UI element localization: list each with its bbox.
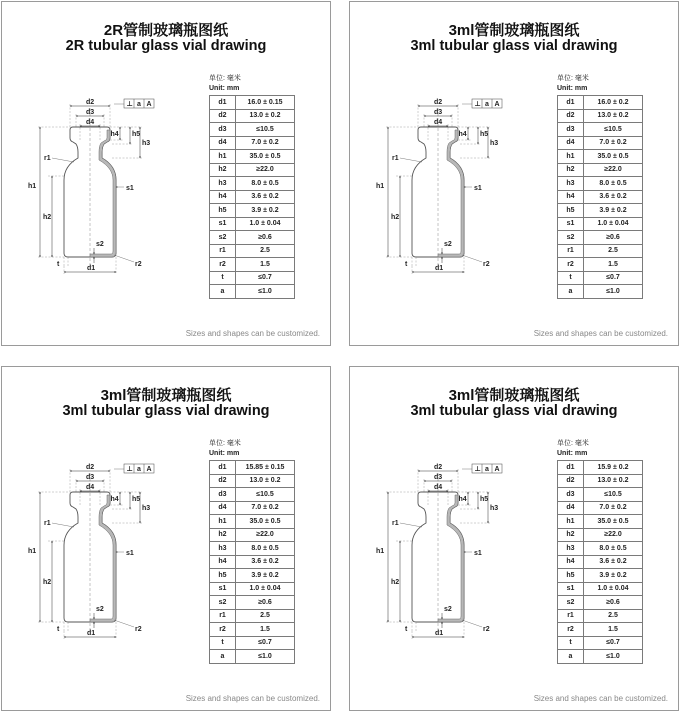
spec-row-s1 <box>210 582 295 596</box>
spec-table <box>209 95 295 299</box>
label-h1: h1 <box>28 183 37 190</box>
spec-key: h3 <box>210 177 236 191</box>
footer-note: Sizes and shapes can be customized. <box>185 329 320 338</box>
label-h4: h4 <box>458 131 467 138</box>
spec-key: h4 <box>210 555 236 569</box>
spec-row-d3 <box>210 123 295 137</box>
spec-value: ≥22.0 <box>584 528 643 542</box>
unit-label <box>557 439 589 459</box>
spec-row-t <box>558 271 643 285</box>
spec-key: d3 <box>210 123 236 137</box>
spec-row-d4 <box>558 501 643 515</box>
spec-key: r1 <box>558 244 584 258</box>
label-d1: d1 <box>87 630 96 637</box>
spec-row-d3 <box>558 488 643 502</box>
label-h4: h4 <box>110 131 119 138</box>
unit-chinese: 单位: 毫米 <box>557 75 589 82</box>
spec-row-h3 <box>558 177 643 191</box>
spec-row-r1 <box>558 244 643 258</box>
spec-key: r1 <box>558 609 584 623</box>
spec-value: 1.5 <box>236 258 295 272</box>
spec-value: ≤0.7 <box>236 271 295 285</box>
label-s1: s1 <box>474 550 482 557</box>
spec-key: s2 <box>558 231 584 245</box>
spec-row-d2 <box>558 109 643 123</box>
spec-key: h5 <box>210 569 236 583</box>
spec-key: s1 <box>210 582 236 596</box>
spec-value: 16.0 ± 0.2 <box>584 96 643 110</box>
spec-key: t <box>558 636 584 650</box>
spec-table <box>557 95 643 299</box>
title-english: 3ml tubular glass vial drawing <box>62 403 270 419</box>
label-r2: r2 <box>483 261 490 268</box>
label-h1: h1 <box>376 548 385 555</box>
spec-key: s2 <box>558 596 584 610</box>
spec-row-r1 <box>210 609 295 623</box>
vial-drawing <box>24 90 164 280</box>
label-h5: h5 <box>132 496 141 503</box>
vial-outline <box>64 492 116 622</box>
spec-value: 2.5 <box>236 609 295 623</box>
drawing-panel <box>349 1 679 346</box>
spec-row-d4 <box>210 136 295 150</box>
label-t: t <box>57 261 60 268</box>
spec-table <box>209 460 295 664</box>
spec-value: 1.5 <box>584 258 643 272</box>
spec-value: ≥22.0 <box>236 528 295 542</box>
unit-label <box>209 74 241 94</box>
vial-wall-section <box>90 130 116 257</box>
spec-row-t <box>210 271 295 285</box>
spec-value: ≤10.5 <box>584 123 643 137</box>
unit-chinese: 单位: 毫米 <box>209 75 241 82</box>
spec-row-r1 <box>210 244 295 258</box>
label-r2: r2 <box>135 261 142 268</box>
spec-row-h4 <box>210 190 295 204</box>
label-t: t <box>405 261 408 268</box>
spec-row-h2 <box>210 528 295 542</box>
spec-row-h1 <box>558 515 643 529</box>
label-d1: d1 <box>435 630 444 637</box>
label-h1: h1 <box>376 183 385 190</box>
spec-row-s2 <box>558 231 643 245</box>
tolerance-perpendicular-icon: ⊥ <box>474 101 481 109</box>
spec-key: h4 <box>210 190 236 204</box>
spec-value: 3.6 ± 0.2 <box>584 555 643 569</box>
label-r1: r1 <box>44 520 51 527</box>
spec-key: h1 <box>210 150 236 164</box>
spec-row-r2 <box>558 258 643 272</box>
spec-row-s2 <box>210 231 295 245</box>
label-h5: h5 <box>480 496 489 503</box>
label-r1: r1 <box>392 520 399 527</box>
tolerance-a: a <box>137 466 141 474</box>
spec-value: 1.0 ± 0.04 <box>236 582 295 596</box>
label-t: t <box>405 626 408 633</box>
spec-row-r2 <box>210 258 295 272</box>
title-chinese: 2R管制玻璃瓶图纸 <box>103 22 229 39</box>
title-english: 2R tubular glass vial drawing <box>65 38 267 54</box>
tolerance-A: A <box>146 101 152 109</box>
spec-key: s1 <box>558 217 584 231</box>
spec-key: a <box>210 650 236 664</box>
unit-english: Unit: mm <box>209 450 240 457</box>
spec-value: 3.9 ± 0.2 <box>236 569 295 583</box>
spec-value: 2.5 <box>236 244 295 258</box>
label-s1: s1 <box>126 185 134 192</box>
label-d1: d1 <box>87 265 96 272</box>
spec-key: h5 <box>558 569 584 583</box>
label-r2: r2 <box>483 626 490 633</box>
spec-row-r2 <box>210 623 295 637</box>
spec-value: 8.0 ± 0.5 <box>584 542 643 556</box>
spec-key: d2 <box>210 109 236 123</box>
vial-wall-section <box>438 495 464 622</box>
tolerance-A: A <box>494 101 500 109</box>
spec-row-d3 <box>210 488 295 502</box>
unit-label <box>209 439 241 459</box>
label-r2: r2 <box>135 626 142 633</box>
spec-key: s1 <box>210 217 236 231</box>
spec-value: 3.6 ± 0.2 <box>236 190 295 204</box>
label-d3: d3 <box>86 474 95 481</box>
title-english: 3ml tubular glass vial drawing <box>410 38 618 54</box>
spec-key: d2 <box>558 109 584 123</box>
spec-value: 1.5 <box>236 623 295 637</box>
spec-row-d1 <box>210 96 295 110</box>
label-h5: h5 <box>132 131 141 138</box>
spec-key: d2 <box>558 474 584 488</box>
spec-key: d3 <box>558 123 584 137</box>
spec-value: ≥22.0 <box>236 163 295 177</box>
vial-wall-section <box>438 130 464 257</box>
spec-value: 13.0 ± 0.2 <box>584 109 643 123</box>
tolerance-a: a <box>137 101 141 109</box>
spec-value: 8.0 ± 0.5 <box>236 177 295 191</box>
spec-row-d3 <box>558 123 643 137</box>
spec-value: 1.0 ± 0.04 <box>236 217 295 231</box>
spec-value: 35.0 ± 0.5 <box>584 515 643 529</box>
label-s2: s2 <box>444 241 452 248</box>
spec-row-h5 <box>558 204 643 218</box>
tolerance-a: a <box>485 101 489 109</box>
spec-key: h3 <box>558 542 584 556</box>
spec-row-h3 <box>210 542 295 556</box>
label-h1: h1 <box>28 548 37 555</box>
spec-key: d4 <box>210 136 236 150</box>
spec-row-h2 <box>210 163 295 177</box>
label-d2: d2 <box>434 99 443 106</box>
tolerance-perpendicular-icon: ⊥ <box>126 466 133 474</box>
spec-value: ≤1.0 <box>236 650 295 664</box>
drawing-panel <box>349 366 679 711</box>
unit-english: Unit: mm <box>209 85 240 92</box>
spec-key: h5 <box>558 204 584 218</box>
spec-key: h2 <box>210 528 236 542</box>
spec-row-h4 <box>558 555 643 569</box>
label-h3: h3 <box>490 505 499 512</box>
drawing-panel <box>1 1 331 346</box>
label-h5: h5 <box>480 131 489 138</box>
spec-key: d1 <box>210 461 236 475</box>
label-r1: r1 <box>44 155 51 162</box>
spec-row-s1 <box>558 582 643 596</box>
spec-row-h2 <box>558 163 643 177</box>
label-h4: h4 <box>110 496 119 503</box>
spec-key: h3 <box>210 542 236 556</box>
unit-label <box>557 74 589 94</box>
spec-row-h4 <box>558 190 643 204</box>
spec-key: a <box>210 285 236 299</box>
spec-value: ≤0.7 <box>584 271 643 285</box>
spec-key: d1 <box>210 96 236 110</box>
spec-key: r1 <box>210 609 236 623</box>
label-h2: h2 <box>391 214 400 221</box>
spec-key: d4 <box>558 136 584 150</box>
spec-row-d2 <box>210 474 295 488</box>
spec-value: 15.9 ± 0.2 <box>584 461 643 475</box>
spec-key: h4 <box>558 190 584 204</box>
vial-drawing <box>372 455 512 645</box>
spec-value: 8.0 ± 0.5 <box>584 177 643 191</box>
label-r1: r1 <box>392 155 399 162</box>
spec-row-t <box>558 636 643 650</box>
spec-row-d4 <box>558 136 643 150</box>
spec-value: 13.0 ± 0.2 <box>236 109 295 123</box>
label-d3: d3 <box>434 474 443 481</box>
spec-row-d1 <box>558 96 643 110</box>
spec-row-d1 <box>558 461 643 475</box>
spec-key: s2 <box>210 231 236 245</box>
spec-value: 3.9 ± 0.2 <box>584 569 643 583</box>
label-d4: d4 <box>434 484 443 491</box>
spec-row-r2 <box>558 623 643 637</box>
spec-value: ≥0.6 <box>236 231 295 245</box>
spec-value: ≥0.6 <box>584 231 643 245</box>
spec-row-h3 <box>210 177 295 191</box>
spec-key: d1 <box>558 461 584 475</box>
spec-key: t <box>210 271 236 285</box>
spec-value: 35.0 ± 0.5 <box>236 515 295 529</box>
spec-value: 3.9 ± 0.2 <box>236 204 295 218</box>
vial-drawing <box>24 455 164 645</box>
label-h2: h2 <box>391 579 400 586</box>
spec-row-h1 <box>558 150 643 164</box>
footer-note: Sizes and shapes can be customized. <box>533 329 668 338</box>
spec-key: h2 <box>210 163 236 177</box>
spec-key: r2 <box>210 623 236 637</box>
spec-key: t <box>210 636 236 650</box>
spec-key: d4 <box>210 501 236 515</box>
label-d4: d4 <box>86 484 95 491</box>
spec-value: 2.5 <box>584 609 643 623</box>
spec-key: s1 <box>558 582 584 596</box>
spec-row-a <box>210 650 295 664</box>
spec-row-s1 <box>210 217 295 231</box>
spec-row-d1 <box>210 461 295 475</box>
tolerance-perpendicular-icon: ⊥ <box>474 466 481 474</box>
spec-row-d4 <box>210 501 295 515</box>
spec-value: 7.0 ± 0.2 <box>236 501 295 515</box>
unit-chinese: 单位: 毫米 <box>209 440 241 447</box>
spec-key: h2 <box>558 528 584 542</box>
spec-key: a <box>558 285 584 299</box>
spec-value: 3.6 ± 0.2 <box>584 190 643 204</box>
vial-outline <box>64 127 116 257</box>
vial-drawing <box>372 90 512 280</box>
spec-value: 15.85 ± 0.15 <box>236 461 295 475</box>
spec-value: 7.0 ± 0.2 <box>584 501 643 515</box>
spec-row-h5 <box>210 204 295 218</box>
label-d1: d1 <box>435 265 444 272</box>
spec-value: ≤1.0 <box>584 650 643 664</box>
tolerance-perpendicular-icon: ⊥ <box>126 101 133 109</box>
label-d3: d3 <box>86 109 95 116</box>
spec-value: ≥22.0 <box>584 163 643 177</box>
spec-value: 7.0 ± 0.2 <box>584 136 643 150</box>
spec-value: 13.0 ± 0.2 <box>236 474 295 488</box>
spec-value: ≤10.5 <box>236 123 295 137</box>
spec-value: ≥0.6 <box>584 596 643 610</box>
label-d2: d2 <box>86 99 95 106</box>
label-h3: h3 <box>490 140 499 147</box>
spec-value: 13.0 ± 0.2 <box>584 474 643 488</box>
footer-note: Sizes and shapes can be customized. <box>533 694 668 703</box>
title-english: 3ml tubular glass vial drawing <box>410 403 618 419</box>
spec-row-h2 <box>558 528 643 542</box>
spec-key: r1 <box>210 244 236 258</box>
spec-value: ≤1.0 <box>584 285 643 299</box>
spec-value: 1.0 ± 0.04 <box>584 217 643 231</box>
label-d4: d4 <box>434 119 443 126</box>
spec-key: h1 <box>558 150 584 164</box>
spec-value: ≥0.6 <box>236 596 295 610</box>
spec-value: ≤1.0 <box>236 285 295 299</box>
tolerance-a: a <box>485 466 489 474</box>
spec-value: 3.9 ± 0.2 <box>584 204 643 218</box>
spec-value: ≤0.7 <box>236 636 295 650</box>
spec-key: h3 <box>558 177 584 191</box>
title-chinese: 3ml管制玻璃瓶图纸 <box>448 387 580 404</box>
spec-row-h5 <box>558 569 643 583</box>
spec-row-h4 <box>210 555 295 569</box>
spec-value: 35.0 ± 0.5 <box>236 150 295 164</box>
spec-key: a <box>558 650 584 664</box>
spec-key: d2 <box>210 474 236 488</box>
label-s2: s2 <box>96 606 104 613</box>
label-h2: h2 <box>43 214 52 221</box>
spec-key: h5 <box>210 204 236 218</box>
label-d2: d2 <box>86 464 95 471</box>
label-s2: s2 <box>444 606 452 613</box>
spec-key: d3 <box>210 488 236 502</box>
spec-key: h2 <box>558 163 584 177</box>
spec-value: 2.5 <box>584 244 643 258</box>
unit-english: Unit: mm <box>557 85 588 92</box>
spec-value: 7.0 ± 0.2 <box>236 136 295 150</box>
tolerance-A: A <box>494 466 500 474</box>
spec-table <box>557 460 643 664</box>
spec-row-s1 <box>558 217 643 231</box>
vial-outline <box>412 127 464 257</box>
spec-value: 1.5 <box>584 623 643 637</box>
spec-row-s2 <box>210 596 295 610</box>
label-h3: h3 <box>142 140 151 147</box>
spec-row-t <box>210 636 295 650</box>
spec-row-h1 <box>210 150 295 164</box>
spec-value: 8.0 ± 0.5 <box>236 542 295 556</box>
label-d2: d2 <box>434 464 443 471</box>
vial-outline <box>412 492 464 622</box>
spec-key: r2 <box>210 258 236 272</box>
label-d4: d4 <box>86 119 95 126</box>
spec-key: d4 <box>558 501 584 515</box>
label-h3: h3 <box>142 505 151 512</box>
label-s1: s1 <box>126 550 134 557</box>
label-s2: s2 <box>96 241 104 248</box>
spec-value: 1.0 ± 0.04 <box>584 582 643 596</box>
spec-value: ≤0.7 <box>584 636 643 650</box>
label-d3: d3 <box>434 109 443 116</box>
spec-key: h4 <box>558 555 584 569</box>
vial-wall-section <box>90 495 116 622</box>
drawing-panel <box>1 366 331 711</box>
spec-row-a <box>558 285 643 299</box>
title-chinese: 3ml管制玻璃瓶图纸 <box>100 387 232 404</box>
spec-value: 35.0 ± 0.5 <box>584 150 643 164</box>
spec-value: 16.0 ± 0.15 <box>236 96 295 110</box>
title-chinese: 3ml管制玻璃瓶图纸 <box>448 22 580 39</box>
label-s1: s1 <box>474 185 482 192</box>
spec-key: r2 <box>558 623 584 637</box>
label-h2: h2 <box>43 579 52 586</box>
label-h4: h4 <box>458 496 467 503</box>
spec-key: r2 <box>558 258 584 272</box>
spec-key: d1 <box>558 96 584 110</box>
spec-row-h5 <box>210 569 295 583</box>
spec-row-h3 <box>558 542 643 556</box>
spec-key: d3 <box>558 488 584 502</box>
spec-row-a <box>558 650 643 664</box>
label-t: t <box>57 626 60 633</box>
spec-key: s2 <box>210 596 236 610</box>
spec-row-s2 <box>558 596 643 610</box>
unit-chinese: 单位: 毫米 <box>557 440 589 447</box>
spec-key: h1 <box>558 515 584 529</box>
spec-row-d2 <box>558 474 643 488</box>
spec-row-h1 <box>210 515 295 529</box>
spec-row-a <box>210 285 295 299</box>
unit-english: Unit: mm <box>557 450 588 457</box>
spec-row-r1 <box>558 609 643 623</box>
footer-note: Sizes and shapes can be customized. <box>185 694 320 703</box>
spec-row-d2 <box>210 109 295 123</box>
spec-value: ≤10.5 <box>584 488 643 502</box>
spec-value: 3.6 ± 0.2 <box>236 555 295 569</box>
spec-value: ≤10.5 <box>236 488 295 502</box>
tolerance-A: A <box>146 466 152 474</box>
spec-key: t <box>558 271 584 285</box>
spec-key: h1 <box>210 515 236 529</box>
